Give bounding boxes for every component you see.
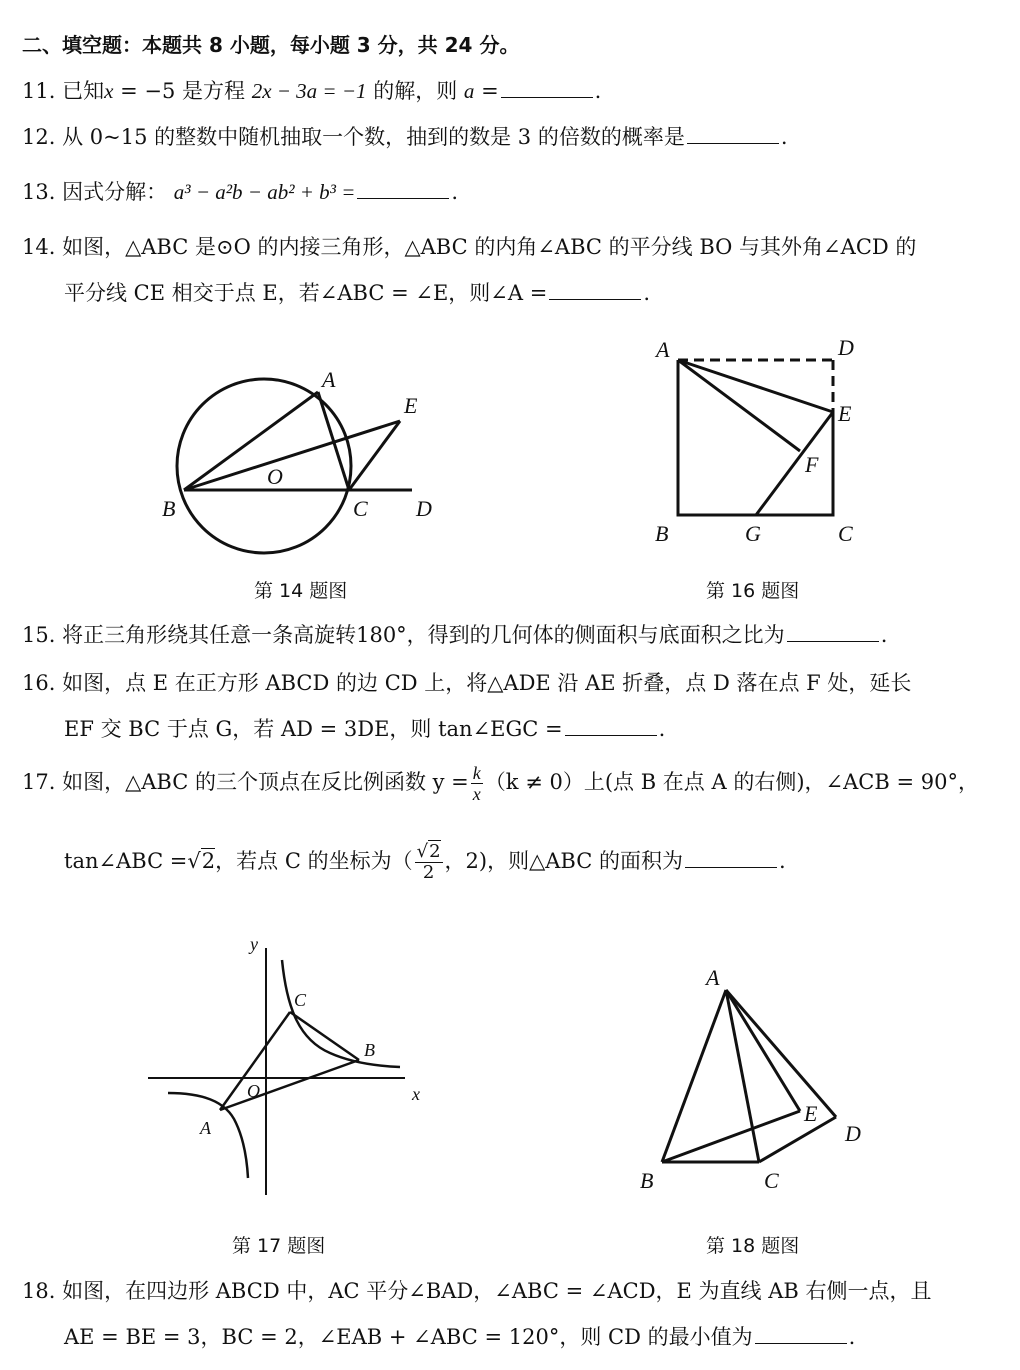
sqrt-symbol: √ — [416, 841, 429, 862]
fraction-numerator — [415, 842, 443, 863]
label-c: C — [294, 990, 307, 1010]
q17-text2: （k ≠ 0）上(点 B 在点 A 的右侧)，∠ACB = 90°， — [484, 770, 979, 794]
label-b: B — [162, 496, 176, 521]
q14-line2: 平分线 CE 相交于点 E，若∠ABC = ∠E，则∠A = — [64, 281, 548, 305]
question-17 — [22, 762, 979, 804]
q18-line1: 如图，在四边形 ABCD 中，AC 平分∠BAD，∠ABC = ∠ACD，E 为直线 AB 右侧一点，且 — [62, 1279, 932, 1303]
label-b: B — [364, 1040, 375, 1060]
question-number: 15. — [22, 623, 56, 647]
q11-text2: = −5 是方程 — [113, 79, 252, 103]
label-o: O — [267, 464, 283, 489]
question-number: 17. — [22, 770, 56, 794]
label-g: G — [745, 521, 761, 546]
label-d: D — [838, 335, 854, 360]
sqrt-symbol: √ — [187, 849, 201, 873]
segment-be — [184, 421, 400, 490]
label-a: A — [656, 337, 670, 362]
q11-equation: 2x − 3a = −1 — [251, 79, 367, 103]
q14-end: . — [643, 281, 650, 305]
question-number: 13. — [22, 180, 56, 204]
q17-text1: 如图，△ABC 的三个顶点在反比例函数 y = — [62, 770, 469, 794]
q16-end: . — [658, 717, 666, 741]
figure-14-labels — [162, 367, 432, 521]
q17-coord-text: ，若点 C 的坐标为（ — [215, 849, 413, 873]
label-e: E — [804, 1101, 818, 1126]
figure-16-caption: 第 16 题图 — [706, 580, 800, 602]
question-number: 11. — [22, 79, 56, 103]
label-c: C — [353, 496, 368, 521]
label-d: D — [416, 496, 432, 521]
figure-14-caption: 第 14 题图 — [254, 580, 348, 602]
segment-ab — [220, 1060, 359, 1110]
q13-text: 因式分解： — [62, 180, 168, 204]
q17-end: . — [778, 849, 786, 873]
question-number: 12. — [22, 125, 56, 149]
figure-18-caption: 第 18 题图 — [706, 1235, 800, 1257]
segment-ad — [726, 990, 836, 1117]
figure-14 — [177, 379, 412, 553]
q12-end: . — [780, 125, 788, 149]
label-e: E — [838, 401, 852, 426]
question-number: 16. — [22, 671, 56, 695]
figure-17-caption: 第 17 题图 — [232, 1235, 326, 1257]
answer-blank — [787, 623, 879, 642]
fraction-denominator: x — [472, 784, 481, 804]
label-d: D — [845, 1121, 861, 1146]
q18-end: . — [848, 1325, 856, 1349]
square-sides — [678, 360, 833, 515]
q11-text: 已知 — [62, 79, 105, 103]
answer-blank — [685, 849, 777, 868]
q11-text4: = — [474, 79, 499, 103]
label-c: C — [838, 521, 853, 546]
question-18 — [22, 1276, 932, 1306]
q18-line2: AE = BE = 3，BC = 2，∠EAB + ∠ABC = 120°，则 CD 的最小值为 — [64, 1325, 753, 1349]
q11-var-a: a — [463, 79, 475, 103]
sqrt-argument: 2 — [429, 841, 441, 862]
segment-ce — [349, 421, 400, 490]
question-16 — [22, 668, 911, 698]
fraction-sqrt2-over-2 — [415, 842, 443, 883]
label-o: O — [247, 1081, 260, 1101]
q11-text3: 的解，则 — [366, 79, 464, 103]
question-17-line2 — [64, 838, 786, 884]
segment-ba — [184, 392, 318, 490]
q13-end: . — [451, 180, 459, 204]
section-header: 二、填空题：本题共 8 小题，每小题 3 分，共 24 分。 — [22, 33, 520, 57]
label-a: A — [706, 965, 720, 990]
label-a: A — [200, 1118, 211, 1138]
label-a: A — [322, 367, 336, 392]
question-15 — [22, 620, 887, 650]
label-x: x — [412, 1084, 420, 1104]
q17-tan-text: tan∠ABC = — [64, 849, 188, 873]
segment-cd — [759, 1117, 836, 1162]
label-b: B — [655, 521, 669, 546]
label-y: y — [250, 934, 258, 954]
segment-cb — [290, 1012, 359, 1060]
sqrt-argument: 2 — [201, 849, 216, 873]
question-number: 14. — [22, 235, 56, 259]
label-b: B — [640, 1168, 654, 1193]
label-c: C — [764, 1168, 779, 1193]
figure-17 — [148, 948, 405, 1195]
q12-text: 从 0~15 的整数中随机抽取一个数，抽到的数是 3 的倍数的概率是 — [62, 125, 685, 149]
q11-end: . — [594, 79, 602, 103]
figure-17-labels — [199, 934, 420, 1138]
q17-area-text: ，2)，则△ABC 的面积为 — [444, 849, 683, 873]
q16-line1: 如图，点 E 在正方形 ABCD 的边 CD 上，将△ADE 沿 AE 折叠，点 D 落在点 F 处，延长 — [62, 671, 912, 695]
segment-af — [678, 360, 800, 451]
hyperbola-branch-1 — [282, 960, 400, 1067]
q15-text: 将正三角形绕其任意一条高旋转180°，得到的几何体的侧面积与底面积之比为 — [62, 623, 785, 647]
segment-ae — [678, 360, 833, 412]
q15-end: . — [880, 623, 888, 647]
fraction-k-over-x — [471, 763, 483, 804]
q16-line2: EF 交 BC 于点 G，若 AD = 3DE，则 tan∠EGC = — [64, 717, 563, 741]
question-number: 18. — [22, 1279, 56, 1303]
label-f: F — [805, 452, 819, 477]
figure-18 — [662, 990, 836, 1162]
fraction-denominator: 2 — [422, 862, 435, 883]
question-18-line2 — [64, 1322, 855, 1352]
segment-ab — [662, 990, 726, 1162]
answer-blank — [565, 717, 657, 736]
q11-var-x: x — [104, 79, 114, 103]
label-e: E — [404, 393, 418, 418]
q13-expression: a³ − a²b − ab² + b³ = — [173, 180, 356, 204]
q14-line1: 如图，△ABC 是⊙O 的内接三角形，△ABC 的内角∠ABC 的平分线 BO 与其外角∠ACD 的 — [62, 235, 917, 259]
question-16-line2 — [64, 714, 665, 744]
segment-be — [662, 1111, 800, 1162]
answer-blank — [755, 1325, 847, 1344]
fraction-numerator: k — [472, 763, 481, 783]
figure-16 — [678, 360, 833, 515]
sqrt-two — [187, 848, 215, 873]
